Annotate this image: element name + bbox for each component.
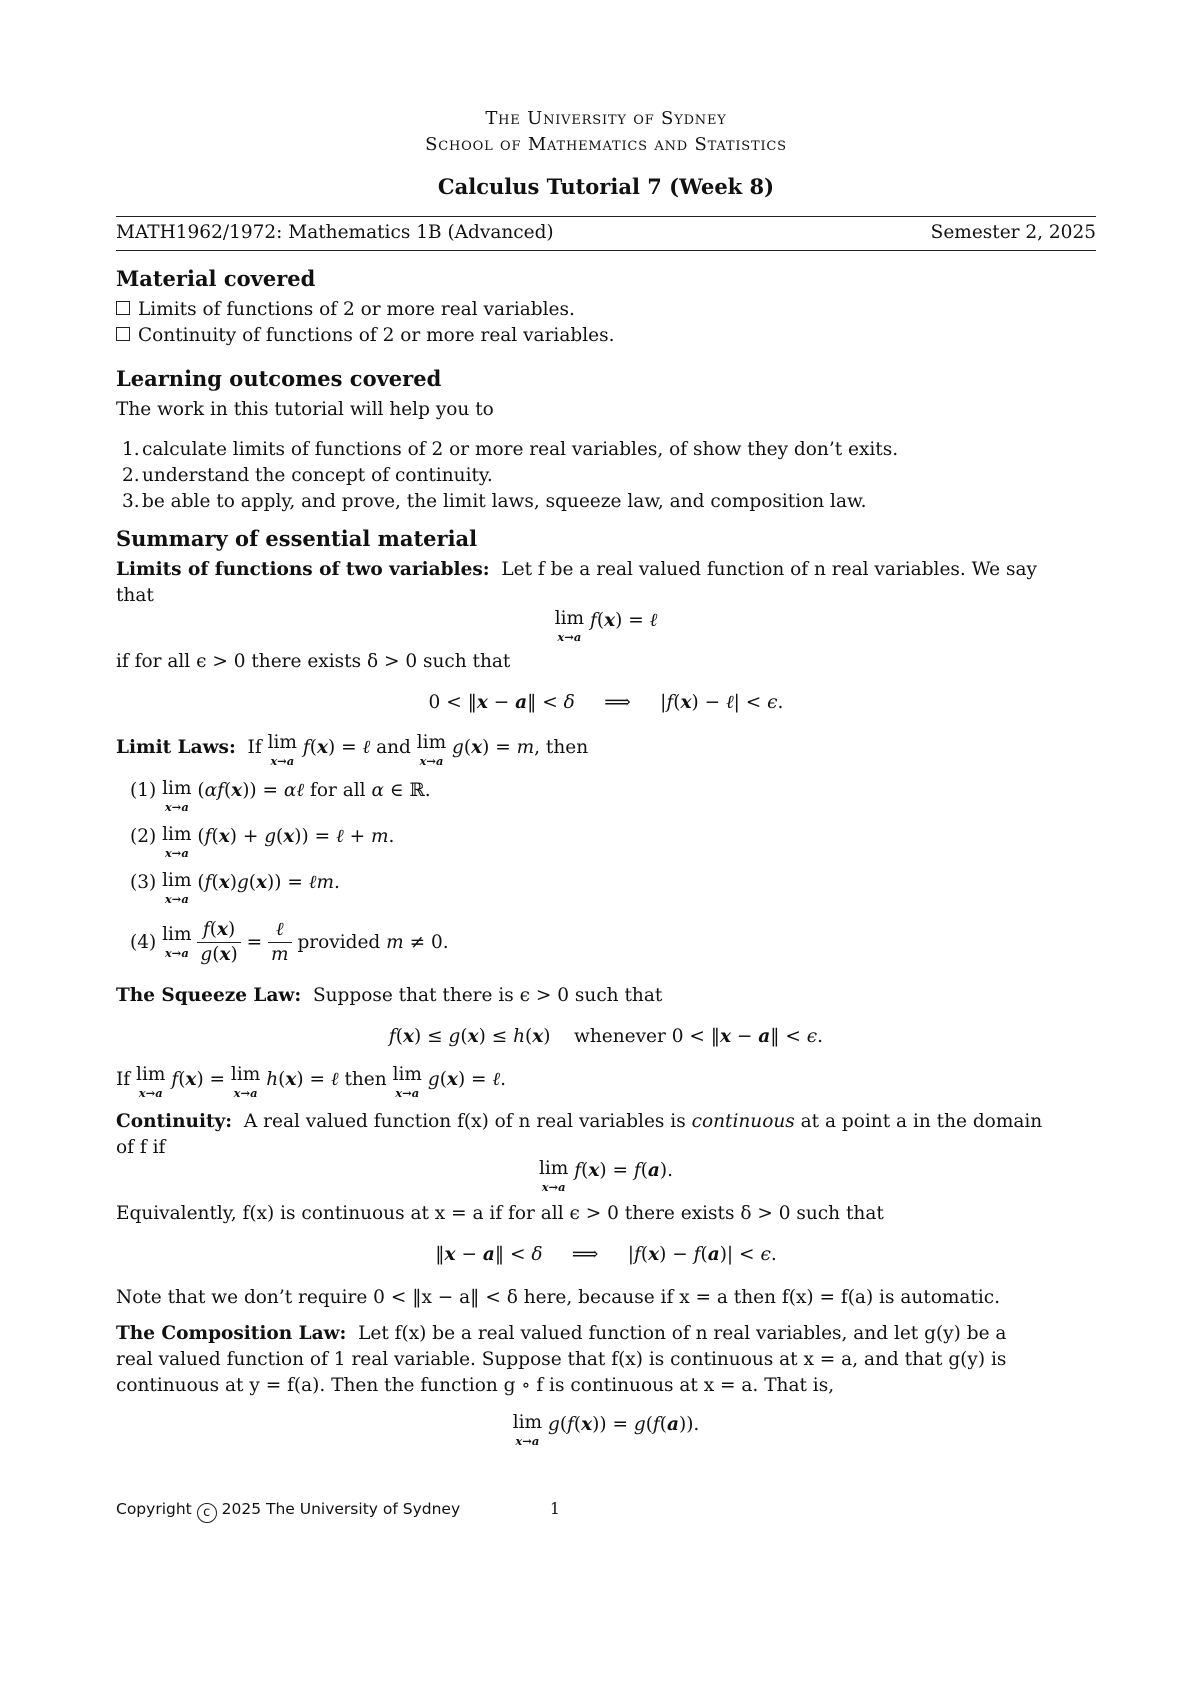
copyright-notice: Copyright c 2025 The University of Sydney xyxy=(116,1500,460,1523)
limit-laws-label: Limit Laws: xyxy=(116,737,236,758)
checkbox-icon xyxy=(116,327,130,341)
continuity-definition-cont: of f if xyxy=(116,1137,166,1158)
limit-laws-intro: Limit Laws: If lim x→a f(x) = ℓ and lim x→a g(x) = m, then xyxy=(116,732,589,768)
semester: Semester 2, 2025 xyxy=(930,222,1096,243)
page-number: 1 xyxy=(550,1500,560,1518)
university-name: The University of Sydney xyxy=(485,108,727,129)
limit-equation: lim x→a f(x) = ℓ xyxy=(554,608,658,644)
limits-label: Limits of functions of two variables: xyxy=(116,559,490,580)
top-rule xyxy=(116,216,1096,217)
material-heading: Material covered xyxy=(116,266,316,291)
limit-law-1: (1) lim x→a (αf(x)) = αℓ for all α ∈ ℝ. xyxy=(130,778,431,814)
continuity-label: Continuity: xyxy=(116,1111,233,1132)
material-item: Limits of functions of 2 or more real variables. xyxy=(116,296,1096,324)
summary-heading: Summary of essential material xyxy=(116,526,478,551)
continuity-equivalent: Equivalently, f(x) is continuous at x = a if for all ϵ > 0 there exists δ > 0 such that xyxy=(116,1203,884,1224)
bottom-rule xyxy=(116,250,1096,251)
outcomes-heading: Learning outcomes covered xyxy=(116,366,442,391)
squeeze-conclusion: If lim x→a f(x) = lim x→a h(x) = ℓ then lim x→a g(x) = ℓ. xyxy=(116,1064,507,1100)
outcomes-intro: The work in this tutorial will help you to xyxy=(116,399,494,420)
squeeze-law: The Squeeze Law: Suppose that there is ϵ > 0 such that xyxy=(116,985,663,1006)
continuity-epsilon-delta: ‖x − a‖ < δ ⟹ |f(x) − f(a)| < ϵ. xyxy=(435,1244,777,1265)
limits-definition: Limits of functions of two variables: Let f be a real valued function of n real variables. We say xyxy=(116,559,1037,580)
course-line xyxy=(116,222,1096,243)
continuity-definition: Continuity: A real valued function f(x) of n real variables is continuous at a point a in the domain xyxy=(116,1111,1043,1132)
course-name: MATH1962/1972: Mathematics 1B (Advanced) xyxy=(116,222,554,243)
material-item: Continuity of functions of 2 or more real variables. xyxy=(116,322,1096,350)
continuity-equation: lim x→a f(x) = f(a). xyxy=(538,1158,674,1194)
checkbox-icon xyxy=(116,301,130,315)
epsilon-delta-equation: 0 < ‖x − a‖ < δ ⟹ |f(x) − ℓ| < ϵ. xyxy=(428,692,784,713)
limits-definition-cont: that xyxy=(116,585,154,606)
composition-law: The Composition Law: Let f(x) be a real valued function of n real variables, and let g(y) be a xyxy=(116,1323,1007,1344)
composition-law-cont: continuous at y = f(a). Then the function g ∘ f is continuous at x = a. That is, xyxy=(116,1375,835,1396)
composition-equation: lim x→a g(f(x)) = g(f(a)). xyxy=(512,1412,700,1448)
squeeze-inequality: f(x) ≤ g(x) ≤ h(x) whenever 0 < ‖x − a‖ < ϵ. xyxy=(388,1026,824,1047)
limit-law-4: (4) lim x→a $\frac{f(x)}{g(x)}$ = $\frac{\text{ℓ}}{m}$ provided m ≠ 0. xyxy=(130,919,449,965)
school-name: School of Mathematics and Statistics xyxy=(425,134,787,155)
copyright-icon: c xyxy=(197,1503,217,1523)
continuity-note: Note that we don’t require 0 < ‖x − a‖ < δ here, because if x = a then f(x) = f(a) is automatic. xyxy=(116,1287,1001,1308)
composition-label: The Composition Law: xyxy=(116,1323,347,1344)
page-title: Calculus Tutorial 7 (Week 8) xyxy=(437,174,775,199)
composition-law-cont: real valued function of 1 real variable. Suppose that f(x) is continuous at x = a, and that g(y) is xyxy=(116,1349,1007,1370)
def-condition: if for all ϵ > 0 there exists δ > 0 such that xyxy=(116,651,511,672)
limit-law-3: (3) lim x→a (f(x)g(x)) = ℓm. xyxy=(130,870,340,906)
limit-law-2: (2) lim x→a (f(x) + g(x)) = ℓ + m. xyxy=(130,824,395,860)
squeeze-label: The Squeeze Law: xyxy=(116,985,302,1006)
